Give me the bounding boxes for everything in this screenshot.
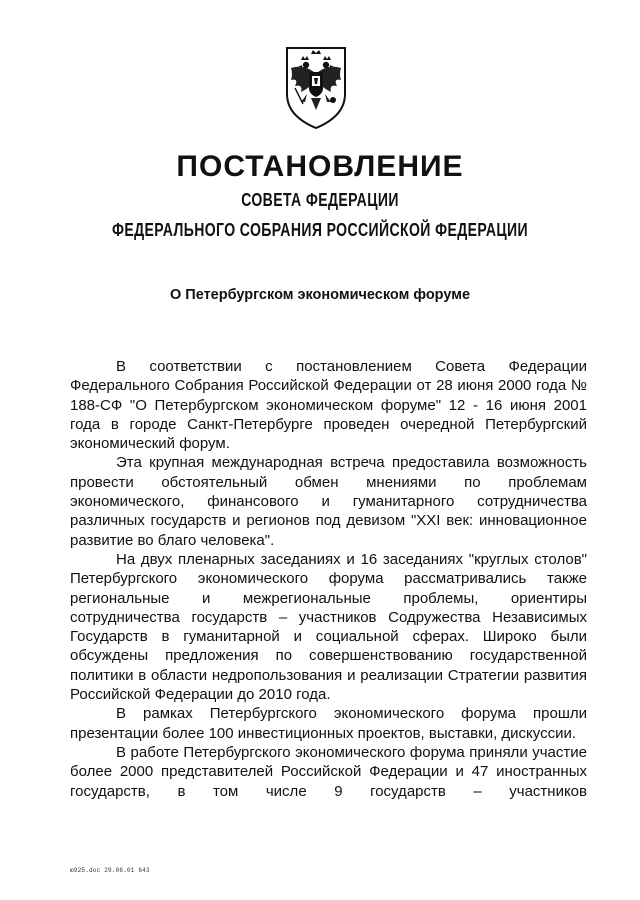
- russian-coat-of-arms-icon: [281, 44, 351, 130]
- paragraph-1: В соответствии с постановлением Совета Федерации Федерального Собрания Российской Федерации от 28 июня 2000 года № 188-СФ "О Петербургском экономическом форуме" 12 - 16 июня 2001 года в городе Санкт-Петербурге проведен очередной Петербургский экономический форум.: [70, 358, 587, 453]
- issuing-body-line-2: ФЕДЕРАЛЬНОГО СОБРАНИЯ РОССИЙСКОЙ ФЕДЕРАЦИИ: [111, 220, 529, 240]
- document-type-heading: ПОСТАНОВЛЕНИЕ: [176, 150, 464, 183]
- file-reference: ю925.doc 29.06.01 643: [70, 867, 150, 874]
- document-title: О Петербургском экономическом форуме: [169, 287, 471, 303]
- paragraph-2: Эта крупная международная встреча предоставила возможность провести обстоятельный обмен мнениями по проблемам экономического, финансового и гуманитарного сотрудничества различных государств и регионов под девизом "XXI век: инновационное развитие во благо человека".: [70, 454, 587, 549]
- paragraph-3: На двух пленарных заседаниях и 16 заседаниях "круглых столов" Петербургского экономического форума рассматривались также региональные и межрегиональные проблемы, ориентиры сотрудничества государств – участников Содружества Независимых Государств в гуманитарной и социальной сферах. Широко были обсуждены предложения по совершенствованию государственной политики в области недропользования и реализации Стратегии развития Российской Федерации до 2010 года.: [70, 550, 587, 704]
- paragraph-5: В работе Петербургского экономического форума приняли участие более 2000 представителей Российской Федерации и 47 иностранных государств, в том числе 9 государств – участников: [70, 743, 587, 800]
- issuing-body-line-1: СОВЕТА ФЕДЕРАЦИИ: [241, 190, 399, 210]
- paragraph-4: В рамках Петербургского экономического форума прошли презентации более 100 инвестиционных проектов, выставки, дискуссии.: [70, 705, 587, 742]
- document-body: [70, 357, 587, 801]
